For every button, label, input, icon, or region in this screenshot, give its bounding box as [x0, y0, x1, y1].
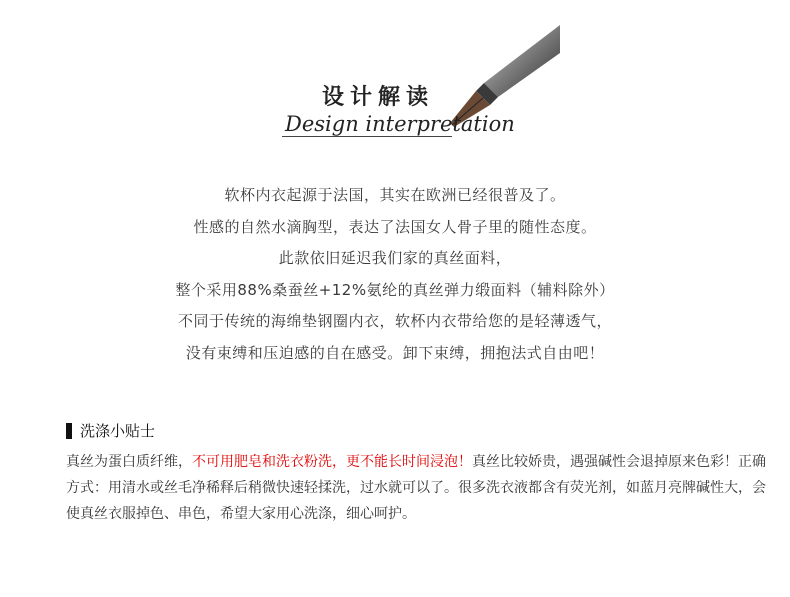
tips-part1: 真丝为蛋白质纤维， — [66, 454, 192, 470]
section-title-en: Design interpretation — [285, 112, 515, 136]
intro-line: 性感的自然水滴胸型，表达了法国女人骨子里的随性态度。 — [193, 217, 597, 236]
section-title-cn: 设计解读 — [322, 84, 435, 110]
tips-title: 洗涤小贴士 — [80, 422, 156, 440]
intro-line: 整个采用88%桑蚕丝+12%氨纶的真丝弹力缎面料（辅料除外） — [175, 280, 615, 299]
intro-line: 软杯内衣起源于法国，其实在欧洲已经很普及了。 — [224, 186, 566, 204]
square-bullet-icon — [66, 423, 72, 439]
tips-part2: 真丝比较娇贵，遇强碱性会退掉原来色彩！正确方式：用清水或丝毛净稀释后稍微快速轻揉洗，过水就可以了。很多洗衣液都含有荧光剂，如蓝月亮牌碱性大，会使真丝衣服掉色、串色，希望大家用心洗涤，细心呵护。 — [66, 454, 766, 522]
intro-line: 此款依旧延迟我们家的真丝面料， — [278, 249, 512, 267]
header — [0, 0, 790, 160]
tips-warning: 不可用肥皂和洗衣粉洗，更不能长时间浸泡！ — [192, 454, 472, 470]
washing-tips — [66, 420, 766, 527]
tips-heading — [66, 420, 766, 441]
intro-text — [0, 180, 790, 369]
tips-body — [66, 449, 766, 527]
intro-line: 不同于传统的海绵垫钢圈内衣，软杯内衣带给您的是轻薄透气， — [177, 312, 612, 330]
intro-line: 没有束缚和压迫感的自在感受。卸下束缚，拥抱法式自由吧！ — [185, 343, 605, 362]
title-underline — [282, 136, 452, 137]
